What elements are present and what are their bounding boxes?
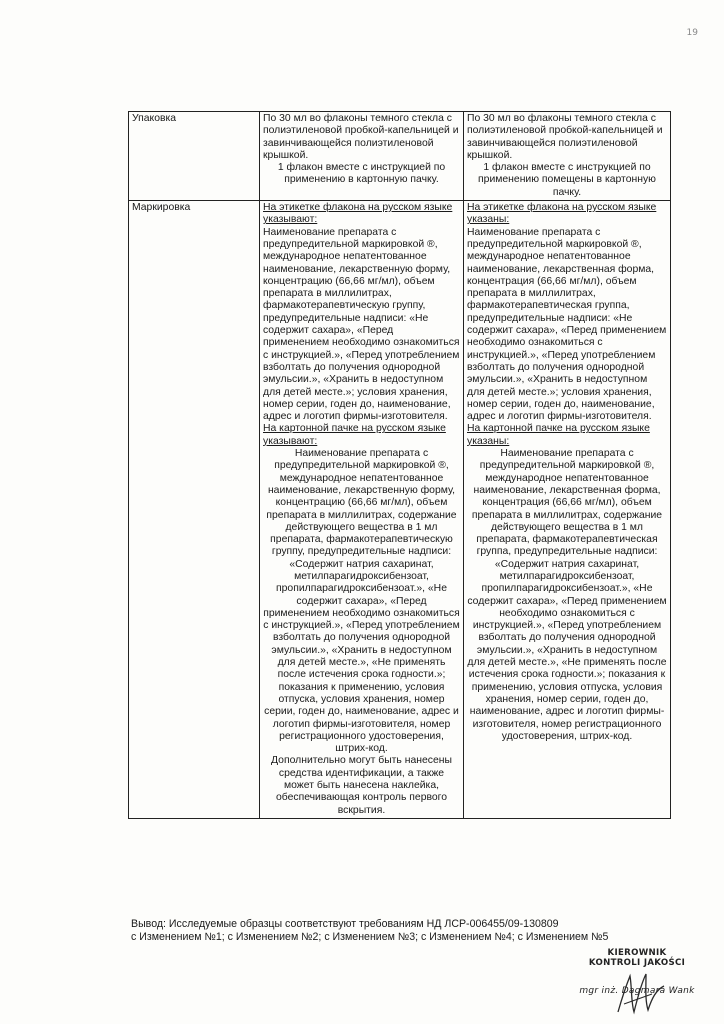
cell-paragraph: Наименование препарата с предупредительной маркировкой ®, международное непатентованное наименование, лекарственная форма, концентрация (66,66 мг/мл), объем препарата в миллилитрах, фармакотерапевтическая группа, предупредительные надписи: «Не содержит сахара», «Перед применением необходимо ознакомиться с инструкцией.», «Перед употреблением взболтать до получения однородной эмульсии.», «Хранить в недоступном для детей месте.»; условия хранения, номер серии, годен до, наименование, адрес и логотип фирмы-изготовителя.	[467, 226, 667, 423]
spec-table	[128, 111, 671, 819]
cell-paragraph: 1 флакон вместе с инструкцией по применению помещены в картонную пачку.	[478, 162, 656, 198]
cell-paragraph: Наименование препарата с предупредительной маркировкой ®, международное непатентованное наименование, лекарственная форма, концентрация (66,66 мг/мл), объем препарата в миллилитрах, содержание действующего вещества в 1 мл препарата, фармакотерапевтическая группа, предупредительные надписи: «Содержит натрия сахаринат, метилпарагидроксибензоат, пропилпарагидроксибензоат.», «Не содержит сахара», «Перед применением необходимо ознакомиться с инструкцией.», «Перед употреблением взболтать до получения однородной эмульсии.», «Хранить в недоступном для детей месте.», «Не применять после истечения срока годности.»; показания к применению, условия отпуска, условия хранения, номер серии, годен до, наименование, адрес и логотип фирмы-изготовителя, номер регистрационного удостоверения, штрих-код.	[467, 448, 667, 742]
result-cell	[464, 201, 671, 819]
stamp-subtitle: KONTROLI JAKOŚCI	[588, 958, 686, 968]
conclusion-line-2: с Изменением №1; с Изменением №2; с Изменением №3; с Изменением №4; с Изменением №5	[131, 931, 609, 943]
signature-icon	[612, 968, 672, 1016]
result-cell	[464, 112, 671, 201]
row-label: Маркировка	[129, 201, 260, 819]
table-row	[129, 112, 671, 201]
conclusion-line-1: Вывод: Исследуемые образцы соответствуют требованиям НД ЛСР-006455/09-130809	[131, 918, 559, 930]
cell-paragraph: Наименование препарата с предупредительной маркировкой ®, международное непатентованное наименование, лекарственную форму, концентрацию (66,66 мг/мл), объем препарата в миллилитрах, содержание действующего вещества в 1 мл препарата, фармакотерапевтическую группу, предупредительные надписи: «Содержит натрия сахаринат, метилпарагидроксибензоат, пропилпарагидроксибензоат.», «Не содержит сахара», «Перед применением необходимо ознакомиться с инструкцией.», «Перед употреблением взболтать до получения однородной эмульсии.», «Хранить в недоступном для детей месте.», «Не применять после истечения срока годности.»; показания к применению, условия отпуска, условия хранения, номер серии, годен до, наименование, адрес и логотип фирмы-изготовителя, номер регистрационного удостоверения, штрих-код.	[263, 448, 460, 755]
table-row	[129, 201, 671, 819]
row-label: Упаковка	[129, 112, 260, 201]
cell-paragraph: На картонной пачке на русском языке указаны:	[467, 423, 650, 447]
page-number-mark: 19	[686, 28, 698, 38]
requirement-cell	[260, 201, 464, 819]
stamp-title: KIEROWNIK	[607, 948, 667, 958]
cell-paragraph: На картонной пачке на русском языке указывают:	[263, 423, 446, 447]
conclusion	[131, 918, 691, 944]
stamp-name: mgr inż. Dagmara Wank	[579, 986, 695, 996]
cell-paragraph: Наименование препарата с предупредительной маркировкой ®, международное непатентованное наименование, лекарственную форму, концентрацию (66,66 мг/мл), объем препарата в миллилитрах, фармакотерапевтическую группу, предупредительные надписи: «Не содержит сахара», «Перед применением необходимо ознакомиться с инструкцией.», «Перед употреблением взболтать до получения однородной эмульсии.», «Хранить в недоступном для детей месте.»; условия хранения, номер серии, годен до, наименование, адрес и логотип фирмы-изготовителя.	[263, 226, 460, 423]
cell-paragraph: 1 флакон вместе с инструкцией по применению в картонную пачку.	[277, 162, 446, 186]
cell-paragraph: На этикетке флакона на русском языке указывают:	[263, 202, 453, 226]
cell-paragraph: Дополнительно могут быть нанесены средства идентификации, а также может быть нанесена наклейка, обеспечивающая контроль первого вскрытия.	[271, 755, 452, 816]
requirement-cell	[260, 112, 464, 201]
cell-paragraph: По 30 мл во флаконы темного стекла с полиэтиленовой пробкой-капельницей и завинчивающейся полиэтиленовой крышкой.	[467, 113, 663, 161]
cell-paragraph: На этикетке флакона на русском языке указаны:	[467, 202, 657, 226]
cell-paragraph: По 30 мл во флаконы темного стекла с полиэтиленовой пробкой-капельницей и завинчивающейся полиэтиленовой крышкой.	[263, 113, 459, 161]
